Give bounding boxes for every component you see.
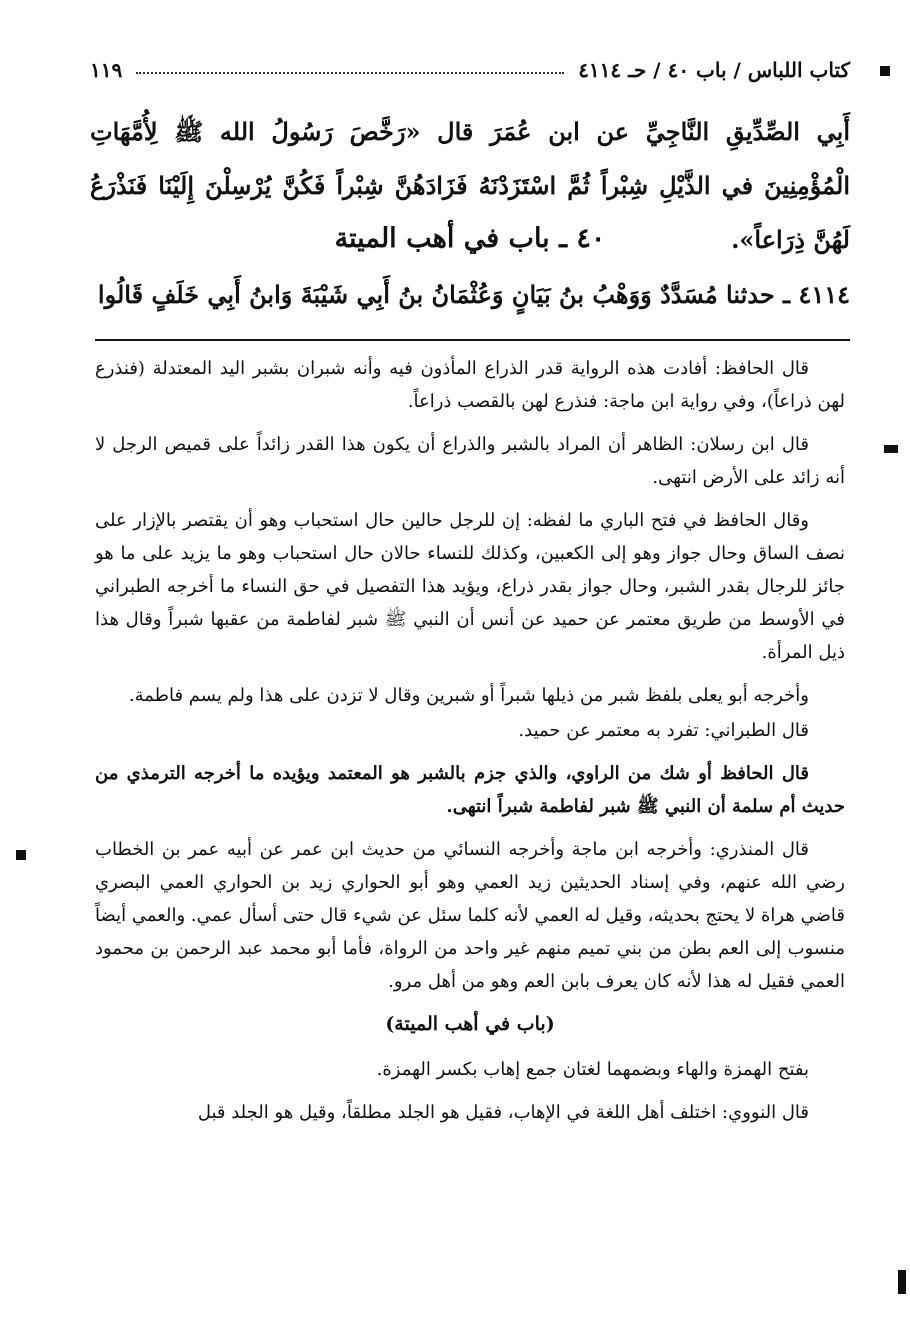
chapter-title: ٤٠ ـ باب في أهب الميتة <box>334 223 606 254</box>
commentary-paragraph-1: قال الحافظ: أفادت هذه الرواية قدر الذراع المأذون فيه وأنه شبران بشبر اليد المعتدلة (فنذرع لهن ذراعاً)، وفي رواية ابن ماجة: فنذرع لهن بالقصب ذراعاً. <box>95 358 845 412</box>
hadith-continuation: أَبِي الصِّدِّيقِ النَّاجِيِّ عن ابن عُمَرَ قال «رَخَّصَ رَسُولُ الله ﷺ لِأُمَّهَاتِ الْمُؤْمِنِينَ في الذَّيْلِ شِبْراً ثُمَّ اسْتَزَدْنَهُ فَزَادَهُنَّ شِبْراً فَكُنَّ يُرْسِلْنَ إِلَيْنَا فَنَذْرَعُ لَهُنَّ ذِرَاعاً». <box>90 117 850 254</box>
commentary-paragraph-9: قال النووي: اختلف أهل اللغة في الإهاب، فقيل هو الجلد مطلقاً، وقيل هو الجلد قبل <box>197 1102 809 1123</box>
commentary-paragraph-5: قال الطبراني: تفرد به معتمر عن حميد. <box>518 720 809 741</box>
margin-mark <box>16 850 26 860</box>
running-header <box>90 50 850 90</box>
margin-mark <box>898 1270 906 1294</box>
section-subheading: (باب في أهب الميتة) <box>385 1013 555 1035</box>
commentary-paragraph-6: قال الحافظ أو شك من الراوي، والذي جزم بالشبر هو المعتمد ويؤيده ما أخرجه الترمذي من حديث أم سلمة أن النبي ﷺ شبر لفاطمة شبراً انتهى. <box>95 763 845 817</box>
commentary-paragraph-2: قال ابن رسلان: الظاهر أن المراد بالشبر والذراع أن يكون هذا القدر زائداً على قميص الرجل لا أنه زائد على الأرض انتهى. <box>95 434 845 488</box>
commentary-paragraph-4: وأخرجه أبو يعلى بلفظ شبر من ذيلها شبراً أو شبرين وقال لا تزدن على هذا ولم يسم فاطمة. <box>128 685 809 706</box>
footnote-divider <box>95 339 850 341</box>
margin-mark <box>884 445 898 453</box>
commentary-paragraph-7: قال المنذري: وأخرجه ابن ماجة وأخرجه النسائي من حديث ابن عمر عن أبيه عمر بن الخطاب رضي الله عنهم، وفي إسناد الحديثين زيد العمي وهو أبو الحواري زيد بن الحواري العمي البصري قاضي هراة لا يحتج بحديثه، وقيل له العمي لأنه كلما سئل عن شيء قال حتى أسأل عمي. والعمي أيضاً منسوب إلى العم بطن من بني تميم منهم غير واحد من الرواة، فأما أبو محمد عبد الرحمن بن محمود العمي فقيل له هذا لأنه كان يعرف بابن العم وهو من أهل مرو. <box>95 839 845 992</box>
commentary-paragraph-8: بفتح الهمزة والهاء وبضمهما لغتان جمع إهاب بكسر الهمزة. <box>376 1059 809 1080</box>
hadith-opening: ٤١١٤ ـ حدثنا مُسَدَّدٌ وَوَهْبُ بنُ بَيَانٍ وَعُثْمَانُ بنُ أَبِي شَيْبَةَ وَابنُ أَبِي خَلَفٍ قَالُوا <box>97 280 850 309</box>
margin-mark <box>880 66 890 76</box>
commentary-paragraph-3: وقال الحافظ في فتح الباري ما لفظه: إن للرجل حالين حال استحباب وهو أن يقتصر بالإزار على نصف الساق وحال جواز وهو إلى الكعبين، وكذلك للنساء حالان حال استحباب وهو ما يزيد على ما هو جائز للرجال بقدر الشبر، وحال جواز بقدر ذراع، ويؤيد هذا التفصيل في حق النساء ما أخرجه الطبراني في الأوسط من طريق معتمر عن حميد عن أنس أن النبي ﷺ شبر لفاطمة من عقبها شبراً وقال هذا ذيل المرأة. <box>95 510 845 663</box>
header-dot-leader <box>136 66 564 74</box>
page-number: ١١٩ <box>90 58 123 82</box>
header-title: كتاب اللباس / باب ٤٠ / حـ ٤١١٤ <box>578 58 850 82</box>
commentary-section <box>95 352 845 1139</box>
